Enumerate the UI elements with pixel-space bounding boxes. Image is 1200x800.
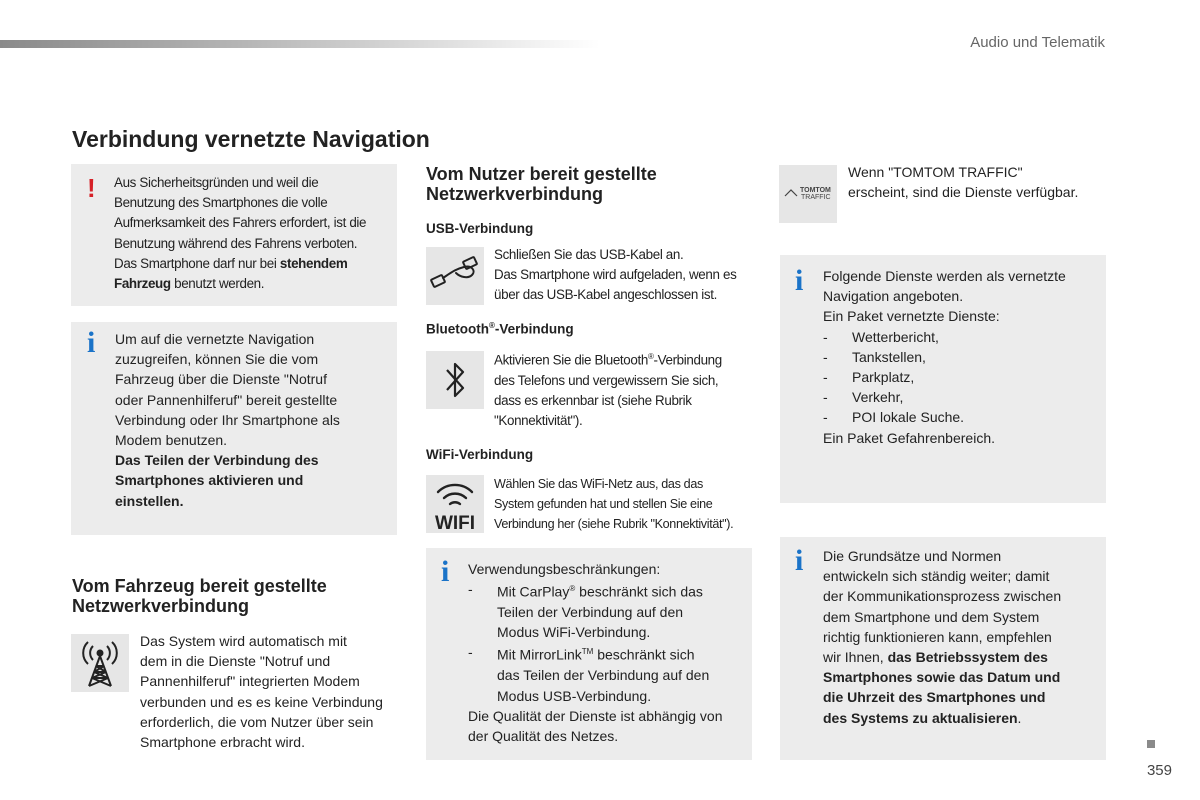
bluetooth-icon-box: [426, 351, 484, 409]
header-gradient-bar: [0, 40, 600, 48]
info-icon: i: [795, 544, 804, 577]
wifi-heading: WiFi-Verbindung: [426, 447, 534, 462]
tomtom-traffic-logo: TOMTOM TRAFFIC: [782, 184, 836, 206]
warning-icon: !: [87, 173, 96, 203]
services-text: Folgende Dienste werden als vernetzte Navigation angeboten. Ein Paket vernetzte Dienste: - Wetterbericht, - Tankstellen, - Parkplatz, - Verkehr, - POI lokale Suche. Ein Paket Gefahrenbereich.: [823, 268, 1066, 446]
info-icon: i: [87, 326, 96, 359]
bluetooth-heading: Bluetooth®-Verbindung: [426, 321, 574, 337]
antenna-icon: [71, 634, 129, 692]
svg-text:WIFI: WIFI: [434, 513, 476, 533]
page-title: Verbindung vernetzte Navigation: [72, 126, 430, 152]
wifi-icon: [426, 475, 484, 533]
usb-heading: USB-Verbindung: [426, 221, 534, 236]
usb-icon-box: [426, 247, 484, 305]
usb-cable-icon: [426, 247, 484, 305]
usb-text: Schließen Sie das USB-Kabel an. Das Smartphone wird aufgeladen, wenn es über das USB-Kabel angeschlossen ist.: [494, 247, 737, 303]
antenna-icon-box: [71, 634, 129, 692]
page-marker: [1147, 740, 1155, 748]
bluetooth-icon: [426, 351, 484, 409]
user-network-heading: Vom Nutzer bereit gestellte Netzwerkverbindung: [426, 164, 657, 204]
tomtom-text: Wenn "TOMTOM TRAFFIC" erscheint, sind die Dienste verfügbar.: [848, 164, 1079, 201]
vehicle-network-heading: Vom Fahrzeug bereit gestellte Netzwerkverbindung: [72, 576, 327, 616]
section-header: Audio und Telematik: [970, 34, 1105, 51]
page-number: 359: [1146, 762, 1172, 779]
vehicle-network-text: Das System wird automatisch mit dem in die Dienste "Notruf und Pannenhilferuf" integrierten Modem verbunden und es es keine Verbindung erforderlich, die vom Nutzer über sein Smartphone erbracht wird.: [140, 633, 383, 751]
bluetooth-text: Aktivieren Sie die Bluetooth®-Verbindung des Telefons und vergewissern Sie sich, dass es erkennbar ist (siehe Rubrik "Konnektivität").: [494, 352, 722, 429]
wifi-text: Wählen Sie das WiFi-Netz aus, das das System gefunden hat und stellen Sie eine Verbindung her (siehe Rubrik "Konnektivität").: [494, 477, 734, 532]
restrictions-text: Verwendungsbeschränkungen: - Mit CarPlay® beschränkt sich das Teilen der Verbindung auf den Modus WiFi-Verbindung. - Mit MirrorLink™ beschränkt sich das Teilen der Verbindung auf den Modus USB-Verbindung. Die Qualität der Dienste ist abhängig von der Qualität des Netzes.: [468, 561, 723, 744]
info-access-text: Um auf die vernetzte Navigation zuzugreifen, können Sie die vom Fahrzeug über die Dienste "Notruf oder Pannenhilferuf" bereit gestellte Verbindung oder Ihr Smartphone als Modem benutzen. Das Teilen der Verbindung des Smartphones aktivieren und einstellen.: [115, 331, 340, 509]
info-icon: i: [441, 555, 450, 588]
wifi-icon-box: [426, 475, 484, 533]
info-icon: i: [795, 264, 804, 297]
principles-text: Die Grundsätze und Normen entwickeln sich ständig weiter; damit der Kommunikationsprozess zwischen dem Smartphone und dem System richtig funktionieren kann, empfehlen wir Ihnen, das Betriebssystem des Smartphones sowie das Datum und die Uhrzeit des Smartphones und des Systems zu aktualisieren.: [823, 548, 1062, 726]
warning-text: Aus Sicherheitsgründen und weil die Benutzung des Smartphones die volle Aufmerksamkeit des Fahrers erfordert, ist die Benutzung während des Fahrens verboten. Das Smartphone darf nur bei stehendem Fahrzeug benutzt werden.: [114, 175, 367, 292]
